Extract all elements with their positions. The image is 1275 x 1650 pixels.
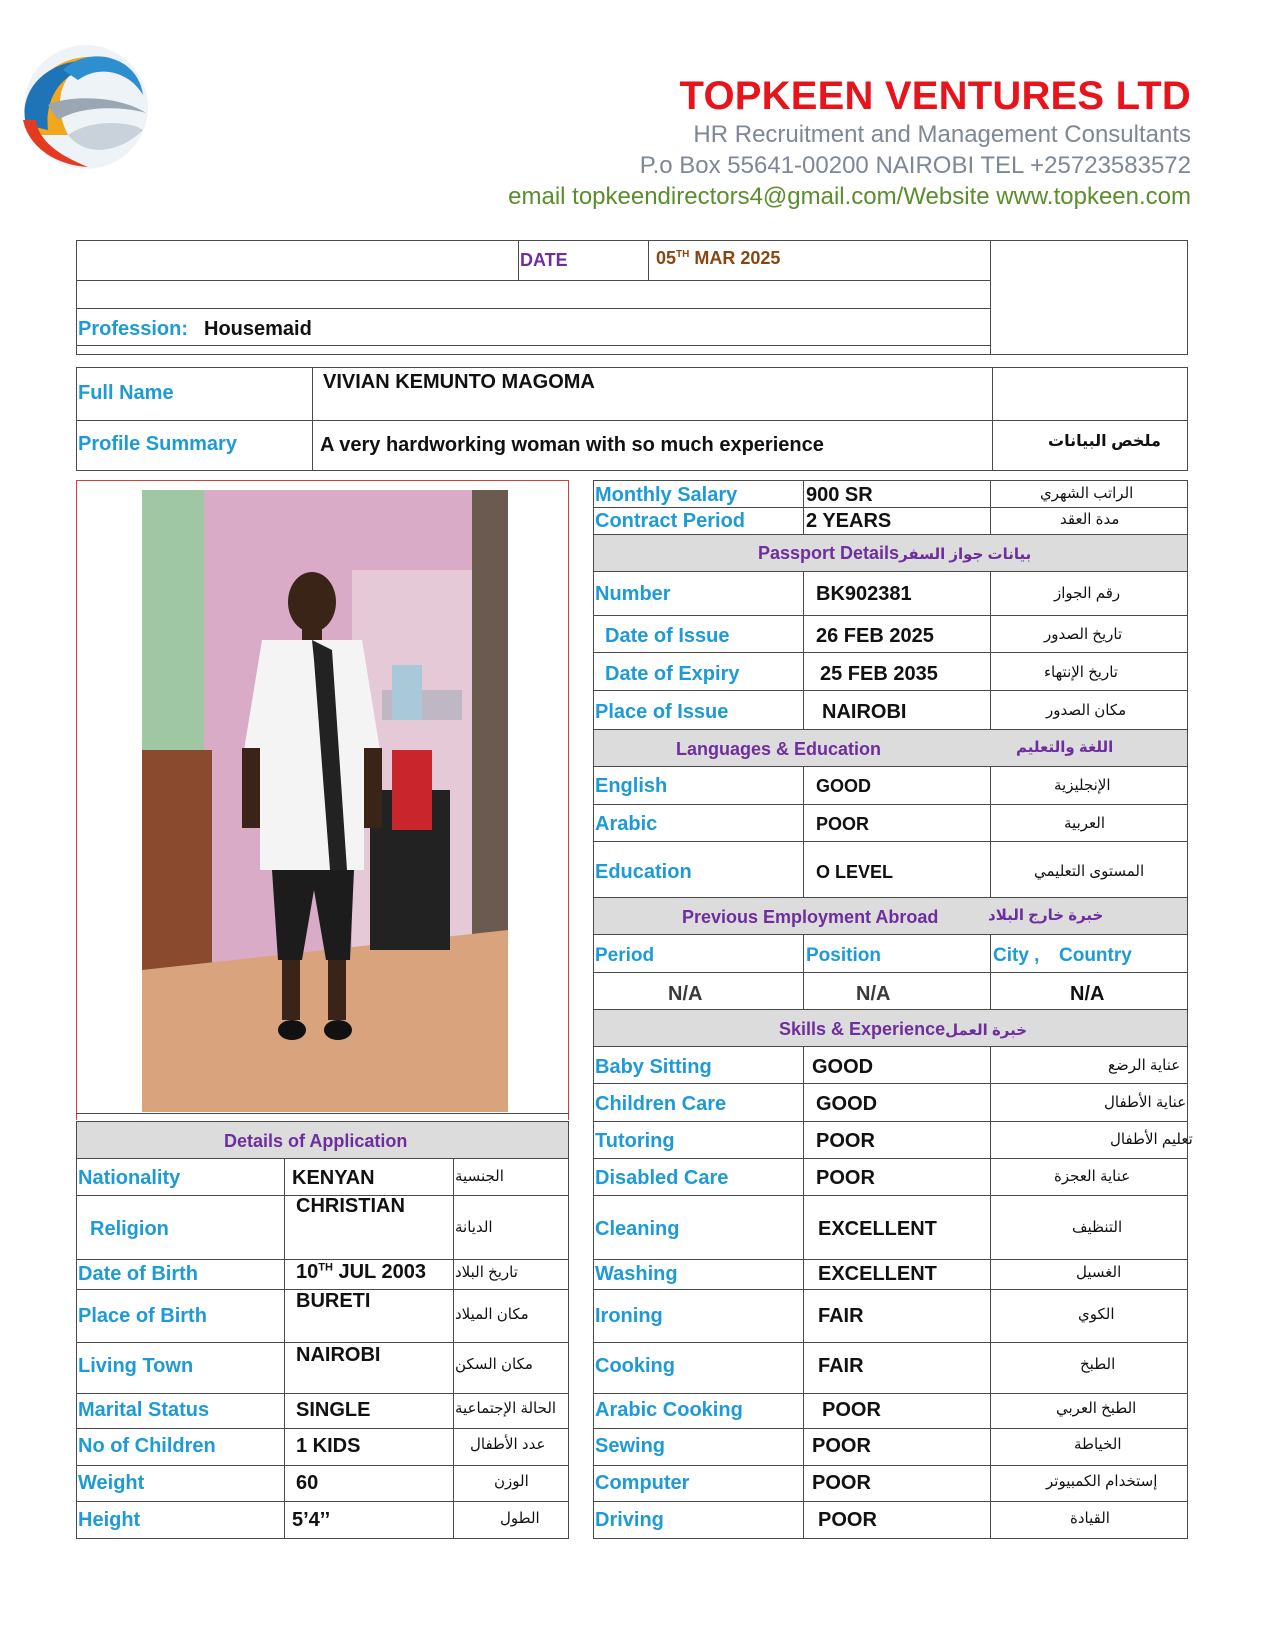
passport-issue-value: 26 FEB 2025 <box>816 625 934 647</box>
application-value: 60 <box>296 1472 319 1494</box>
skill-value: FAIR <box>818 1355 864 1377</box>
contract-period-label: Contract Period <box>595 510 746 532</box>
passport-number-label: Number <box>595 583 671 605</box>
passport-expiry-arabic: تاريخ الإنتهاء <box>1044 664 1118 681</box>
employment-country-header: Country <box>1059 945 1132 966</box>
skill-arabic: الطبخ العربي <box>1056 1400 1137 1417</box>
application-value: BURETI <box>296 1290 371 1312</box>
arabic-arabic: العربية <box>1064 815 1105 832</box>
arabic-value: POOR <box>816 814 870 834</box>
salary-label: Monthly Salary <box>595 484 738 506</box>
application-label: Height <box>78 1509 141 1531</box>
skill-arabic: الخياطة <box>1074 1436 1122 1453</box>
skill-value: POOR <box>818 1509 877 1531</box>
passport-number-value: BK902381 <box>816 583 912 605</box>
application-arabic: مكان الميلاد <box>455 1306 529 1323</box>
employment-section-title: Previous Employment Abroad <box>682 907 939 927</box>
skill-label: Cooking <box>595 1355 675 1377</box>
application-value: 5’4’’ <box>292 1509 331 1531</box>
employment-city-value: N/A <box>1070 983 1105 1005</box>
skill-arabic: عناية العجزة <box>1054 1168 1131 1185</box>
company-name: TOPKEEN VENTURES LTD <box>679 74 1191 118</box>
application-value: CHRISTIAN <box>296 1195 405 1217</box>
skill-label: Ironing <box>595 1305 663 1327</box>
languages-section-title: Languages & Education <box>676 739 882 759</box>
skill-value: POOR <box>816 1167 875 1189</box>
skill-value: POOR <box>822 1399 881 1421</box>
skill-label: Arabic Cooking <box>595 1399 743 1421</box>
profession-label: Profession: <box>78 318 189 340</box>
passport-expiry-value: 25 FEB 2035 <box>820 663 938 685</box>
passport-section-title: Passport Detailsبيانات جواز السفر <box>758 543 1032 563</box>
candidate-photo <box>142 490 508 1112</box>
application-arabic: عدد الأطفال <box>470 1436 546 1453</box>
skill-arabic: عناية الأطفال <box>1104 1094 1187 1111</box>
skill-arabic: إستخدام الكمبيوتر <box>1046 1473 1158 1490</box>
languages-section-arabic: اللغة والتعليم <box>1016 739 1114 756</box>
application-label: Weight <box>78 1472 145 1494</box>
english-label: English <box>595 775 668 797</box>
company-logo-icon <box>8 25 158 175</box>
application-arabic: الديانة <box>455 1219 493 1236</box>
passport-place-label: Place of Issue <box>595 701 729 723</box>
passport-expiry-label: Date of Expiry <box>605 663 740 685</box>
skill-value: GOOD <box>816 1093 878 1115</box>
english-arabic: الإنجليزية <box>1054 777 1111 794</box>
skill-arabic: التنظيف <box>1072 1219 1123 1236</box>
salary-arabic: الراتب الشهري <box>1040 485 1134 502</box>
application-value: NAIROBI <box>296 1344 381 1366</box>
arabic-label: Arabic <box>595 813 658 835</box>
application-value: 1 KIDS <box>296 1435 361 1457</box>
education-label: Education <box>595 861 692 883</box>
skill-arabic: تعليم الأطفال <box>1110 1131 1193 1148</box>
skill-label: Children Care <box>595 1093 727 1115</box>
application-arabic: مكان السكن <box>455 1356 533 1373</box>
application-label: Place of Birth <box>78 1305 207 1327</box>
employment-period-value: N/A <box>668 983 703 1005</box>
skill-arabic: القيادة <box>1070 1510 1110 1527</box>
skill-arabic: الطبخ <box>1080 1356 1116 1373</box>
skill-label: Washing <box>595 1263 678 1285</box>
application-value: KENYAN <box>292 1167 375 1189</box>
employment-city-header: City , <box>993 945 1040 966</box>
summary-label: Profile Summary <box>78 433 237 455</box>
skill-value: POOR <box>812 1435 871 1457</box>
application-label: No of Children <box>78 1435 216 1457</box>
employment-position-header: Position <box>806 945 881 966</box>
skill-value: POOR <box>816 1130 875 1152</box>
skill-label: Computer <box>595 1472 690 1494</box>
skill-value: GOOD <box>812 1056 874 1078</box>
application-arabic: تاريخ البلاد <box>455 1264 518 1281</box>
application-label: Marital Status <box>78 1399 210 1421</box>
employment-section-arabic: خبرة خارج البلاد <box>988 907 1104 924</box>
application-arabic: الجنسية <box>455 1168 504 1185</box>
skill-label: Disabled Care <box>595 1167 729 1189</box>
summary-value: A very hardworking woman with so much experience <box>320 434 824 456</box>
passport-place-value: NAIROBI <box>822 701 907 723</box>
skill-arabic: الغسيل <box>1076 1264 1122 1281</box>
company-tagline: HR Recruitment and Management Consultants <box>693 121 1191 148</box>
date-value: 05TH MAR 2025 <box>656 248 781 268</box>
passport-issue-label: Date of Issue <box>605 625 730 647</box>
application-arabic: الوزن <box>494 1473 529 1490</box>
skill-label: Tutoring <box>595 1130 675 1152</box>
company-address: P.o Box 55641-00200 NAIROBI TEL +25723583572 <box>639 152 1191 179</box>
application-label: Nationality <box>78 1167 181 1189</box>
skill-value: FAIR <box>818 1305 864 1327</box>
fullname-value: VIVIAN KEMUNTO MAGOMA <box>323 371 595 393</box>
skill-label: Sewing <box>595 1435 666 1457</box>
application-section-title: Details of Application <box>224 1131 408 1151</box>
contract-period-arabic: مدة العقد <box>1060 511 1120 528</box>
passport-number-arabic: رقم الجواز <box>1054 585 1121 602</box>
application-label: Religion <box>90 1218 169 1240</box>
application-arabic: الحالة الإجتماعية <box>455 1400 557 1417</box>
skill-value: POOR <box>812 1472 871 1494</box>
company-contact: email topkeendirectors4@gmail.com/Website www.topkeen.com <box>508 183 1191 210</box>
skill-value: EXCELLENT <box>818 1218 937 1240</box>
english-value: GOOD <box>816 776 872 796</box>
skill-label: Driving <box>595 1509 664 1531</box>
application-value: SINGLE <box>296 1399 371 1421</box>
employment-position-value: N/A <box>856 983 891 1005</box>
application-value: 10TH JUL 2003 <box>296 1261 426 1283</box>
application-arabic: الطول <box>500 1510 540 1527</box>
summary-arabic: ملخص البيانات <box>1048 433 1161 450</box>
profession-value: Housemaid <box>204 318 312 340</box>
application-label: Date of Birth <box>78 1263 198 1285</box>
passport-place-arabic: مكان الصدور <box>1046 702 1127 719</box>
contract-period-value: 2 YEARS <box>806 510 892 532</box>
skill-label: Cleaning <box>595 1218 680 1240</box>
fullname-label: Full Name <box>78 382 174 404</box>
date-label: DATE <box>520 250 568 270</box>
employment-period-header: Period <box>595 945 655 966</box>
passport-issue-arabic: تاريخ الصدور <box>1044 626 1123 643</box>
education-arabic: المستوى التعليمي <box>1034 863 1145 880</box>
salary-value: 900 SR <box>806 484 873 506</box>
skill-arabic: الكوي <box>1078 1306 1115 1323</box>
skill-value: EXCELLENT <box>818 1263 937 1285</box>
skill-label: Baby Sitting <box>595 1056 712 1078</box>
skill-arabic: عناية الرضع <box>1108 1057 1181 1074</box>
education-value: O LEVEL <box>816 862 894 882</box>
application-label: Living Town <box>78 1355 194 1377</box>
skills-section-title: Skills & Experienceخبرة العمل <box>779 1019 1028 1039</box>
